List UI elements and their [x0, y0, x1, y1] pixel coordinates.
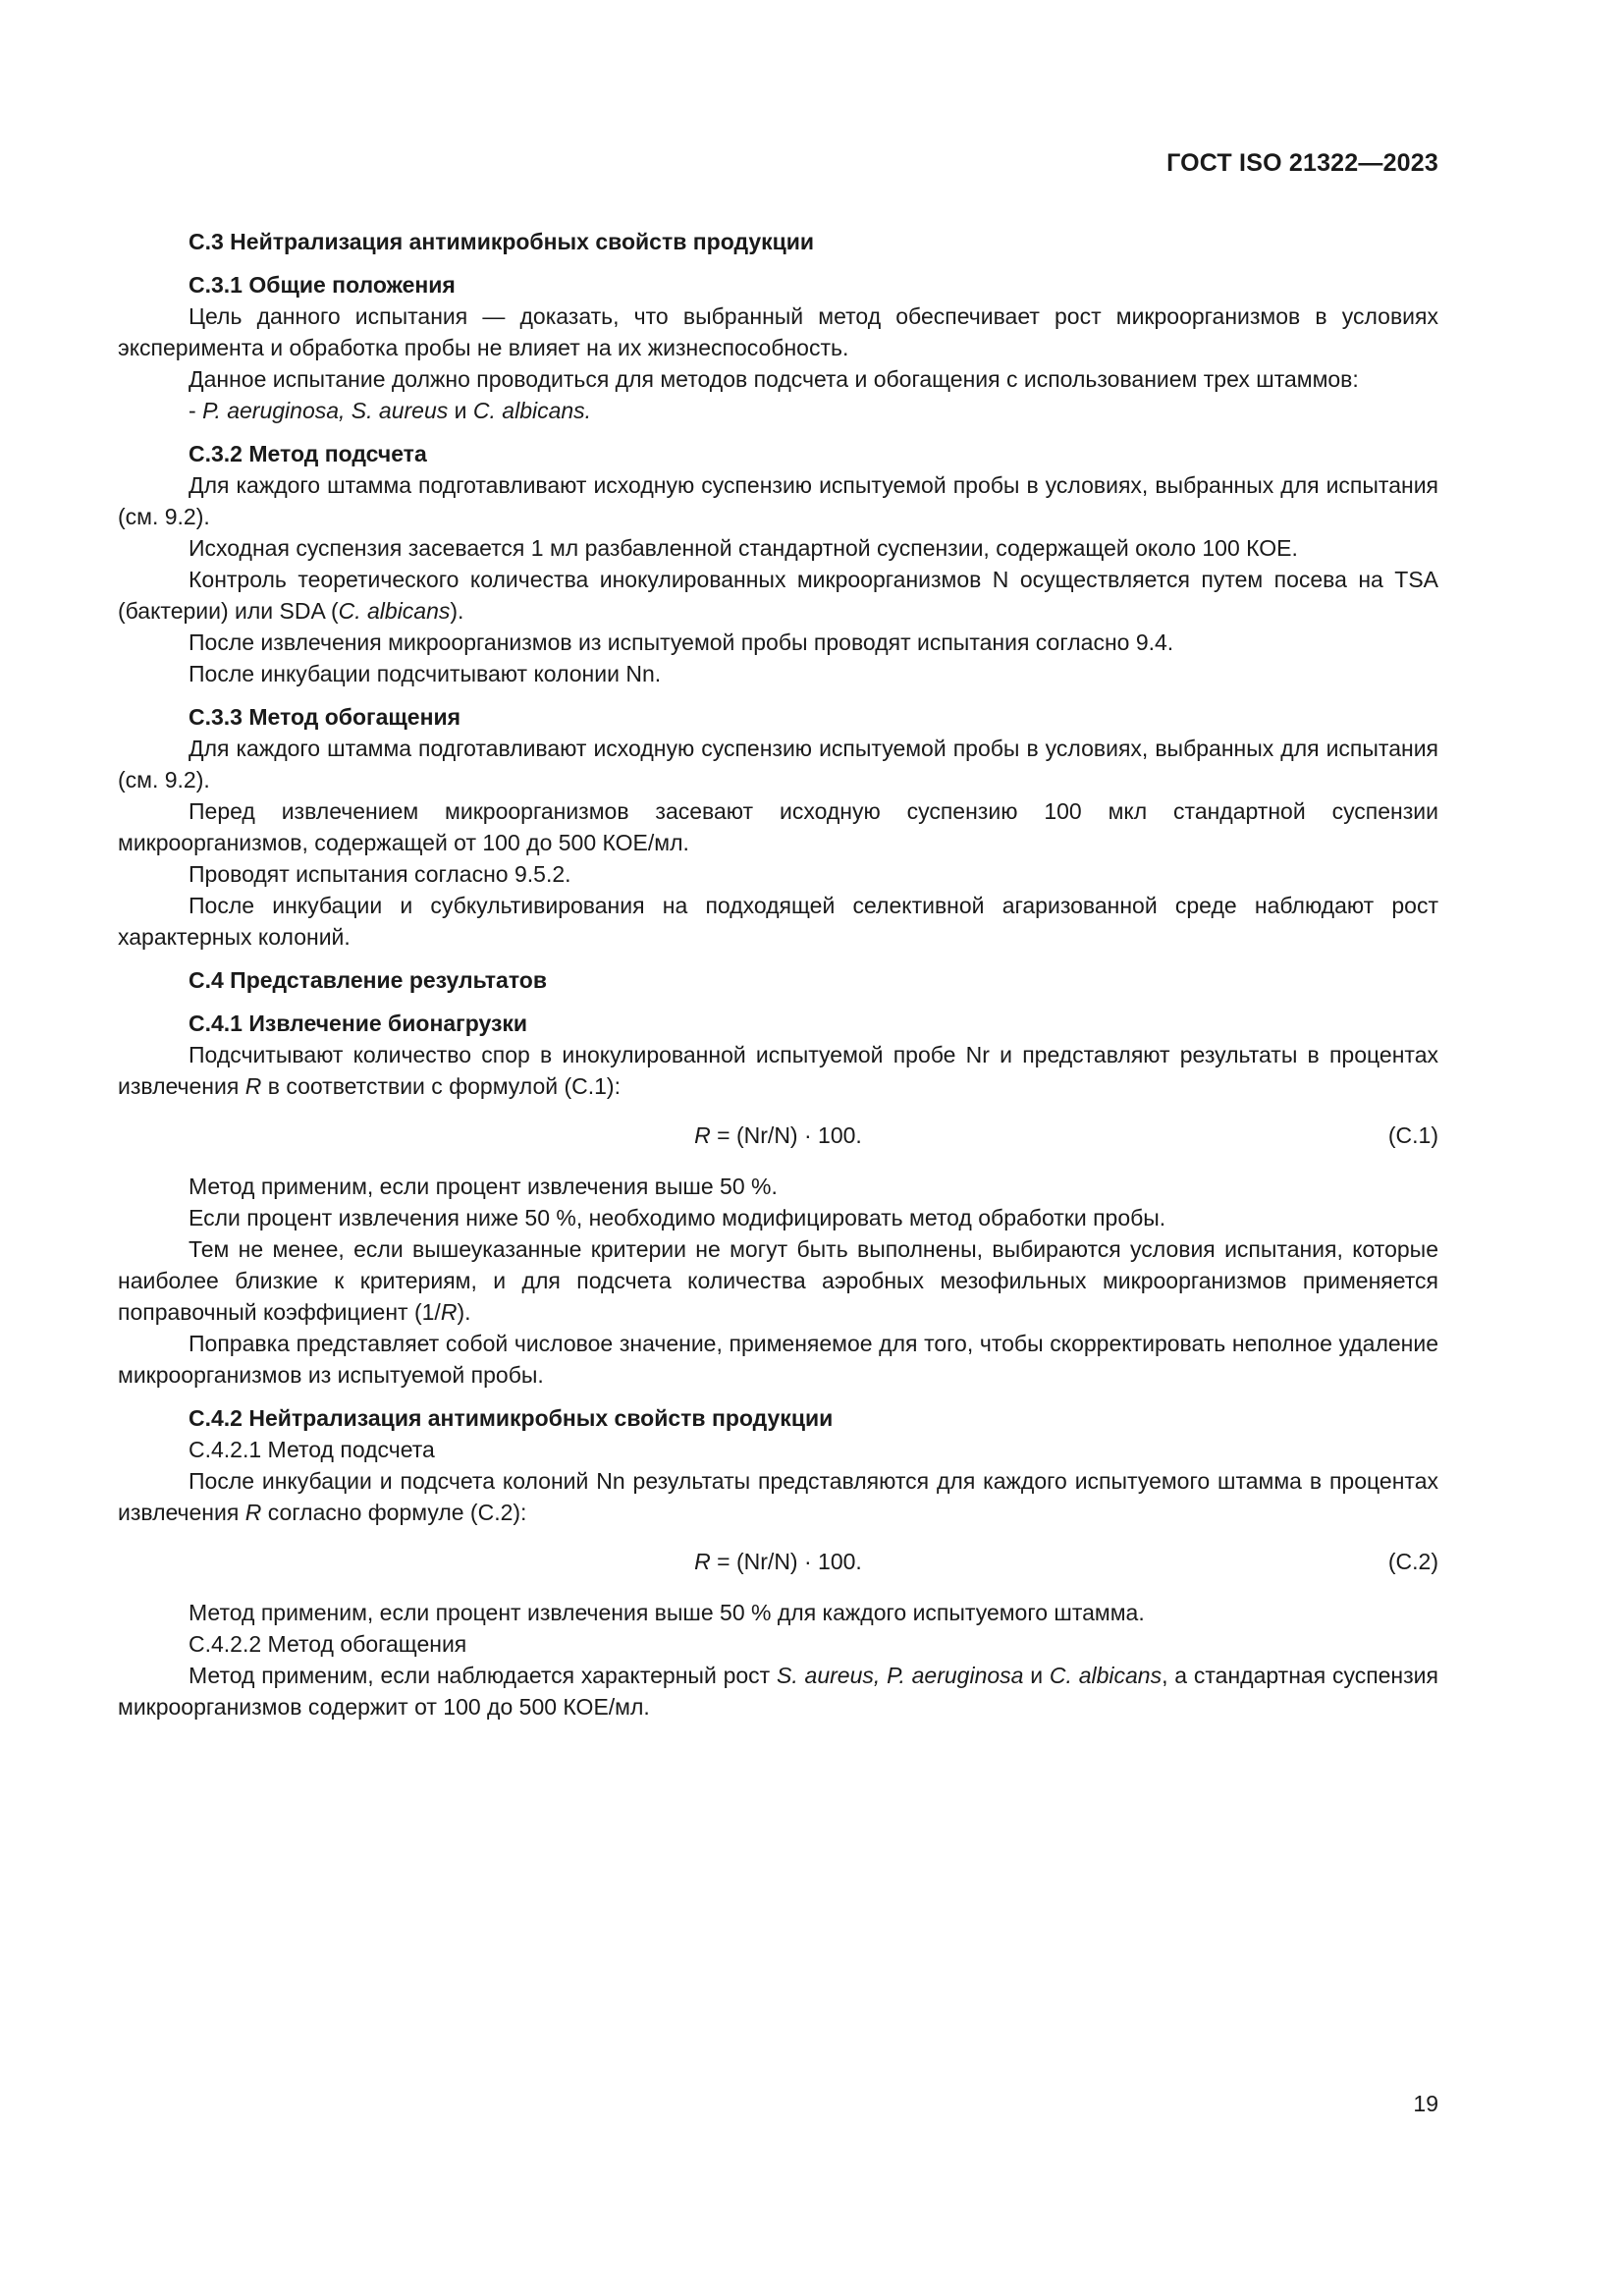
- formula-c1: [118, 1120, 1438, 1151]
- variable-r: R: [694, 1549, 711, 1574]
- formula-text: = (Nr/N) · 100.: [710, 1549, 862, 1574]
- formula-number: (С.1): [1387, 1122, 1438, 1148]
- text-run: Тем не менее, если вышеуказанные критерии не могут быть выполнены, выбираются условия испытания, которые наиболее близкие к критериям, и для подсчета количества аэробных мезофильных микроорганизмов применяется поправочный коэффициент (1/: [118, 1236, 1438, 1325]
- species-names: P. aeruginosa, S. aureus: [202, 398, 449, 423]
- text-run: в соответствии с формулой (С.1):: [261, 1073, 621, 1099]
- section-c41-title: С.4.1 Извлечение бионагрузки: [189, 1011, 528, 1036]
- text-run: Контроль теоретического количества инокулированных микроорганизмов N осуществляется путем посева на TSA (бактерии) или SDA (: [118, 567, 1438, 624]
- standard-designation: ГОСТ ISO 21322—2023: [1166, 149, 1438, 177]
- section-c32-paragraph-1: Для каждого штамма подготавливают исходную суспензию испытуемой пробы в условиях, выбранных для испытания (см. 9.2).: [118, 472, 1438, 529]
- formula-expression: [118, 1120, 1438, 1151]
- section-c41-paragraph-2: Метод применим, если процент извлечения выше 50 %.: [189, 1174, 778, 1199]
- page-content: [118, 226, 1438, 1722]
- list-dash: -: [189, 398, 203, 423]
- strain-list-item: [118, 395, 1438, 426]
- text-run: согласно формуле (С.2):: [261, 1500, 527, 1525]
- section-c422-paragraph-1: [118, 1660, 1438, 1722]
- section-c33-paragraph-3: Проводят испытания согласно 9.5.2.: [189, 861, 571, 887]
- variable-r: R: [244, 1500, 262, 1525]
- conjunction: и: [448, 398, 473, 423]
- page-number: 19: [1413, 2091, 1438, 2116]
- section-c4-title: С.4 Представление результатов: [189, 967, 547, 993]
- formula-expression: [118, 1546, 1438, 1577]
- section-c31-paragraph-2: Данное испытание должно проводиться для методов подсчета и обогащения с использованием трех штаммов:: [189, 366, 1359, 392]
- section-c33-paragraph-4: После инкубации и субкультивирования на подходящей селективной агаризованной среде наблюдают рост характерных колоний.: [118, 893, 1438, 950]
- section-c41-paragraph-5: Поправка представляет собой числовое значение, применяемое для того, чтобы скорректировать неполное удаление микроорганизмов из испытуемой пробы.: [118, 1331, 1438, 1388]
- section-c33-paragraph-1: Для каждого штамма подготавливают исходную суспензию испытуемой пробы в условиях, выбранных для испытания (см. 9.2).: [118, 736, 1438, 793]
- variable-r: R: [694, 1122, 711, 1148]
- section-c33-title: С.3.3 Метод обогащения: [189, 704, 461, 730]
- section-c421-paragraph-2: Метод применим, если процент извлечения выше 50 % для каждого испытуемого штамма.: [189, 1600, 1145, 1625]
- section-c42-title: С.4.2 Нейтрализация антимикробных свойств продукции: [189, 1405, 834, 1431]
- section-c421-paragraph-1: [118, 1465, 1438, 1528]
- section-c31-title: С.3.1 Общие положения: [189, 272, 456, 298]
- section-c32-paragraph-4: После извлечения микроорганизмов из испытуемой пробы проводят испытания согласно 9.4.: [189, 629, 1174, 655]
- formula-text: = (Nr/N) · 100.: [710, 1122, 862, 1148]
- formula-number: (С.2): [1387, 1549, 1438, 1574]
- species-names: S. aureus, P. aeruginosa: [777, 1663, 1024, 1688]
- text-run: , а стандартная суспензия микроорганизмов содержит от 100 до 500 КОЕ/мл.: [118, 1663, 1438, 1720]
- section-c421-title: С.4.2.1 Метод подсчета: [189, 1437, 435, 1462]
- section-c32-paragraph-2: Исходная суспензия засевается 1 мл разбавленной стандартной суспензии, содержащей около 100 КОЕ.: [189, 535, 1298, 561]
- section-c422-title: С.4.2.2 Метод обогащения: [189, 1631, 467, 1657]
- section-c41-paragraph-3: Если процент извлечения ниже 50 %, необходимо модифицировать метод обработки пробы.: [189, 1205, 1166, 1230]
- conjunction: и: [1023, 1663, 1050, 1688]
- section-c41-paragraph-1: [118, 1039, 1438, 1102]
- formula-c2: [118, 1546, 1438, 1577]
- section-c31-paragraph-1: Цель данного испытания — доказать, что выбранный метод обеспечивает рост микроорганизмов в условиях эксперимента и обработка пробы не влияет на их жизнеспособность.: [118, 303, 1438, 360]
- section-c3-title: С.3 Нейтрализация антимикробных свойств продукции: [189, 229, 815, 254]
- text-run: Метод применим, если наблюдается характерный рост: [189, 1663, 778, 1688]
- text-run: ).: [450, 598, 464, 624]
- section-c32-paragraph-5: После инкубации подсчитывают колонии Nn.: [189, 661, 662, 686]
- section-c32-title: С.3.2 Метод подсчета: [189, 441, 427, 466]
- variable-r: R: [440, 1299, 458, 1325]
- text-run: Подсчитывают количество спор в инокулированной испытуемой пробе Nr и представляют результаты в процентах извлечения: [118, 1042, 1438, 1099]
- variable-r: R: [244, 1073, 262, 1099]
- species-name: C. albicans: [1049, 1663, 1163, 1688]
- section-c32-paragraph-3: [118, 564, 1438, 627]
- species-name: C. albicans.: [472, 398, 592, 423]
- section-c33-paragraph-2: Перед извлечением микроорганизмов засевают исходную суспензию 100 мкл стандартной суспензии микроорганизмов, содержащей от 100 до 500 КОЕ/мл.: [118, 798, 1438, 855]
- species-name: C. albicans: [338, 598, 451, 624]
- section-c41-paragraph-4: [118, 1233, 1438, 1328]
- text-run: ).: [457, 1299, 471, 1325]
- text-run: После инкубации и подсчета колоний Nn результаты представляются для каждого испытуемого штамма в процентах извлечения: [118, 1468, 1438, 1525]
